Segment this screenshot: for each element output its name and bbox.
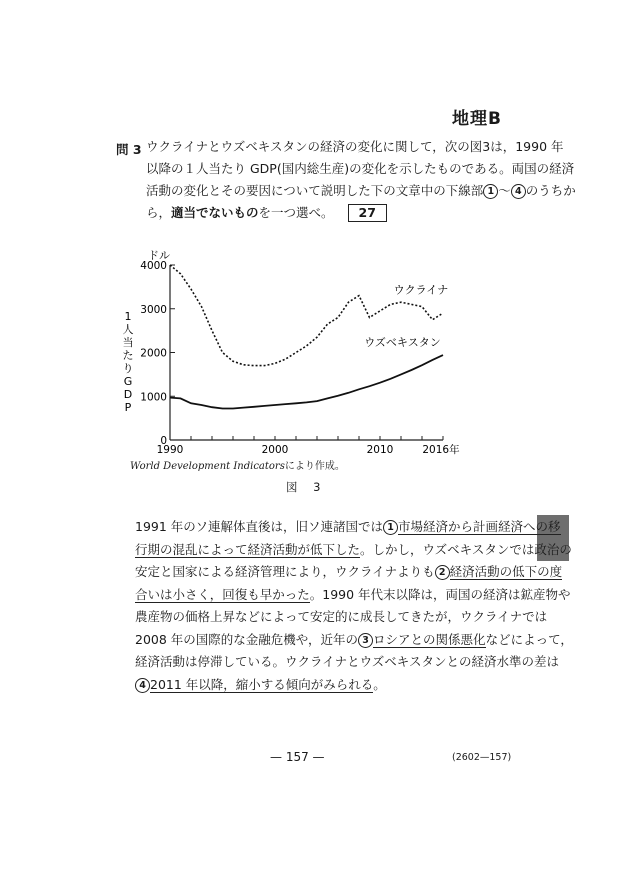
passage-line-4 bbox=[135, 584, 571, 607]
question-number: 問 3 bbox=[116, 142, 142, 157]
underline-4: 2011 年以降，縮小する傾向がみられる bbox=[150, 676, 374, 692]
underline-2-cont: 合いは小さく，回復も早かった bbox=[135, 586, 310, 602]
passage-text: 。1990 年代末以降は，両国の経済は鉱産物や bbox=[309, 586, 571, 602]
passage-text: 。しかし，ウズベキスタンでは政治の bbox=[360, 541, 572, 557]
y-axis-label-char: 1 bbox=[124, 310, 132, 323]
y-tick-label: 1000 bbox=[140, 391, 167, 404]
question-line-2: 以降の１人当たり GDP(国内総生産)の変化を示したものである。両国の経済 bbox=[146, 161, 575, 176]
passage-text: などによって， bbox=[485, 631, 573, 647]
y-unit-label: ドル bbox=[148, 249, 170, 262]
circled-number-1: 1 bbox=[383, 520, 398, 535]
exam-code: (2602—157) bbox=[452, 752, 512, 763]
underline-2: 経済活動の低下の度 bbox=[449, 564, 563, 579]
answer-box[interactable]: 27 bbox=[348, 204, 387, 222]
question-line-3-text: 活動の変化とその要因について説明した下の文章中の下線部 bbox=[146, 183, 484, 198]
passage-text: 1991 年のソ連解体直後は，旧ソ連諸国では bbox=[135, 519, 384, 534]
passage-line-6 bbox=[135, 629, 573, 652]
y-axis-label-char: 当 bbox=[122, 336, 134, 349]
y-tick-label: 4000 bbox=[140, 260, 167, 272]
underline-1-cont: 行期の混乱によって経済活動が低下した bbox=[135, 541, 361, 557]
figure-source bbox=[130, 457, 345, 472]
x-tick-label: 2000 bbox=[261, 444, 289, 455]
question-line-4-end: を一つ選べ。 bbox=[258, 205, 334, 220]
x-tick-label: 1990 bbox=[156, 444, 184, 455]
passage-line-3 bbox=[135, 561, 563, 584]
passage-line-8 bbox=[135, 674, 505, 697]
series-line-2 bbox=[170, 355, 443, 408]
y-axis-label-char: P bbox=[124, 401, 132, 414]
passage-line-1 bbox=[135, 516, 561, 539]
passage-text: 2008 年の国際的な金融危機や，近年の bbox=[135, 631, 359, 647]
source-note: により作成。 bbox=[284, 461, 345, 472]
y-axis-label-char: り bbox=[122, 362, 134, 375]
passage-text: 安定と国家による経済管理により，ウクライナよりも bbox=[135, 564, 435, 579]
underline-3: ロシアとの関係悪化 bbox=[373, 631, 486, 647]
subject-title: 地理B bbox=[452, 109, 502, 129]
underline-1: 市場経済から計画経済への移 bbox=[398, 519, 561, 534]
circled-number-4: 4 bbox=[135, 678, 150, 693]
question-line-1: ウクライナとウズベキスタンの経済の変化に関して，次の図3は，1990 年 bbox=[146, 139, 564, 154]
question-line-4-start: ら， bbox=[146, 205, 172, 220]
y-tick-label: 2000 bbox=[140, 347, 167, 360]
y-axis-label-char: D bbox=[123, 388, 133, 401]
passage-text: 。 bbox=[373, 676, 386, 692]
figure-label: 図 3 bbox=[286, 480, 327, 494]
x-tick-label: 2016年 bbox=[422, 444, 460, 455]
question-line-3-end: のうちか bbox=[525, 183, 576, 198]
passage-line-2 bbox=[135, 539, 572, 562]
y-tick-label: 3000 bbox=[140, 303, 167, 316]
question-line-3 bbox=[146, 180, 576, 202]
y-axis-label-char: 人 bbox=[122, 323, 134, 336]
question-line-4 bbox=[146, 202, 498, 224]
passage-line-5: 農産物の価格上昇などによって安定的に成長してきたが，ウクライナでは bbox=[135, 609, 548, 624]
y-axis-label-char: G bbox=[123, 375, 133, 388]
emphasis-text: 適当でないもの bbox=[171, 205, 259, 220]
source-title: World Development Indicators bbox=[130, 461, 285, 472]
series-label-uzbekistan: ウズベキスタン bbox=[364, 335, 441, 349]
page-number: — 157 — bbox=[270, 750, 325, 764]
range-separator: ～ bbox=[498, 183, 511, 198]
circled-number-1: 1 bbox=[483, 184, 498, 199]
circled-number-4: 4 bbox=[511, 184, 526, 199]
circled-number-3: 3 bbox=[358, 633, 373, 648]
gdp-line-chart bbox=[110, 240, 490, 455]
passage-line-7: 経済活動は停滞している。ウクライナとウズベキスタンとの経済水準の差は bbox=[135, 654, 560, 669]
series-label-ukraine: ウクライナ bbox=[393, 283, 449, 297]
circled-number-2: 2 bbox=[435, 565, 450, 580]
passage bbox=[135, 516, 573, 696]
y-axis-label-char: た bbox=[122, 349, 134, 362]
question-text bbox=[146, 136, 576, 224]
x-tick-label: 2010 bbox=[366, 444, 394, 455]
series-line-1 bbox=[170, 265, 443, 366]
y-tick-label: 0 bbox=[160, 435, 167, 447]
